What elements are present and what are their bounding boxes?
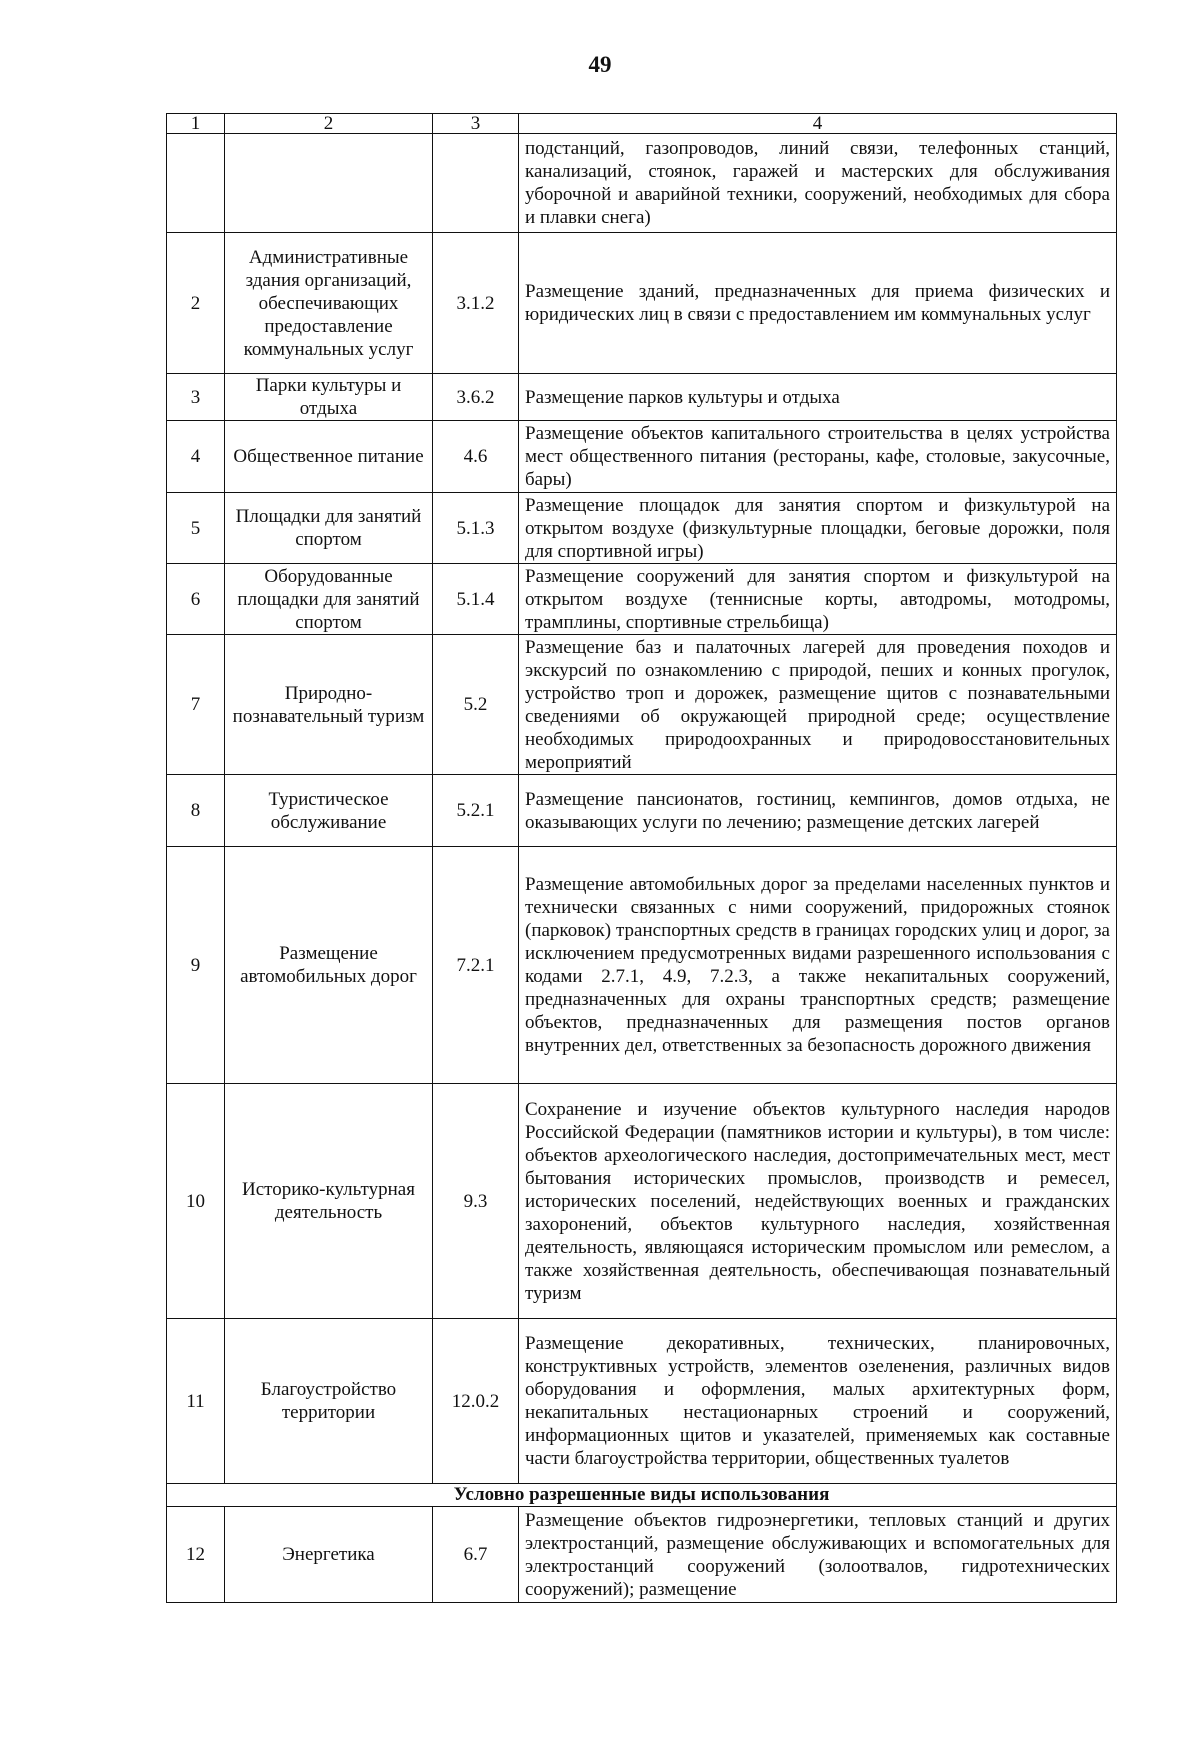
use-type-name (225, 134, 433, 233)
use-type-description: Сохранение и изучение объектов культурного наследия народов Российской Федерации (памятников истории и культуры), в том числе: объектов археологического наследия, достопримечательных мест, мест бытования исторических промыслов, производств и ремесел, исторических поселений, недействующих военных и гражданских захоронений, объектов культурного наследия, хозяйственная деятельность, являющаяся историческим промыслом или ремеслом, а также хозяйственная деятельность, обеспечивающая познавательный туризм (519, 1084, 1117, 1319)
row-number: 3 (167, 374, 225, 421)
use-type-code: 4.6 (433, 421, 519, 493)
use-type-name: Благоустройство территории (225, 1319, 433, 1484)
column-header: 4 (519, 114, 1117, 134)
table-row (167, 635, 1117, 775)
table-header-row (167, 114, 1117, 134)
use-type-name: Энергетика (225, 1507, 433, 1603)
row-number: 4 (167, 421, 225, 493)
use-type-name: Туристическое обслуживание (225, 775, 433, 847)
use-type-name: Административные здания организаций, обеспечивающих предоставление коммунальных услуг (225, 233, 433, 374)
row-number: 11 (167, 1319, 225, 1484)
row-number: 2 (167, 233, 225, 374)
use-type-name: Парки культуры и отдыха (225, 374, 433, 421)
use-type-name: Оборудованные площадки для занятий спортом (225, 564, 433, 635)
use-type-description: Размещение площадок для занятия спортом и физкультурой на открытом воздухе (физкультурные площадки, беговые дорожки, поля для спортивной игры) (519, 493, 1117, 564)
use-type-code (433, 134, 519, 233)
section-title: Условно разрешенные виды использования (167, 1484, 1117, 1507)
table-row (167, 1084, 1117, 1319)
row-number: 8 (167, 775, 225, 847)
use-type-name: Размещение автомобильных дорог (225, 847, 433, 1084)
use-type-description: Размещение автомобильных дорог за пределами населенных пунктов и технически связанных с ними сооружений, придорожных стоянок (парковок) транспортных средств в границах городских улиц и дорог, за исключением предусмотренных видами разрешенного использования с кодами 2.7.1, 4.9, 7.2.3, а также некапитальных сооружений, предназначенных для охраны транспортных средств; размещение объектов, предназначенных для размещения постов органов внутренних дел, ответственных за безопасность дорожного движения (519, 847, 1117, 1084)
use-type-description: Размещение парков культуры и отдыха (519, 374, 1117, 421)
use-type-code: 5.1.4 (433, 564, 519, 635)
use-type-description: Размещение декоративных, технических, планировочных, конструктивных устройств, элементов озеленения, различных видов оборудования и оформления, малых архитектурных форм, некапитальных нестационарных строений и сооружений, информационных щитов и указателей, применяемых как составные части благоустройства территории, общественных туалетов (519, 1319, 1117, 1484)
use-type-code: 5.2.1 (433, 775, 519, 847)
table-row (167, 775, 1117, 847)
use-type-code: 3.1.2 (433, 233, 519, 374)
use-type-name: Площадки для занятий спортом (225, 493, 433, 564)
use-type-description: Размещение объектов гидроэнергетики, тепловых станций и других электростанций, размещение обслуживающих и вспомогательных для электростанций сооружений (золоотвалов, гидротехнических сооружений); размещение (519, 1507, 1117, 1603)
column-header: 2 (225, 114, 433, 134)
table-row (167, 233, 1117, 374)
section-header-row (167, 1484, 1117, 1507)
use-type-code: 3.6.2 (433, 374, 519, 421)
use-type-code: 6.7 (433, 1507, 519, 1603)
row-number (167, 134, 225, 233)
use-type-code: 5.1.3 (433, 493, 519, 564)
column-header: 3 (433, 114, 519, 134)
use-type-description: Размещение баз и палаточных лагерей для проведения походов и экскурсий по ознакомлению с природой, пеших и конных прогулок, устройство троп и дорожек, размещение щитов с познавательными сведениями об окружающей природной среде; осуществление необходимых природоохранных и природовосстановительных мероприятий (519, 635, 1117, 775)
use-type-description: Размещение объектов капитального строительства в целях устройства мест общественного питания (рестораны, кафе, столовые, закусочные, бары) (519, 421, 1117, 493)
table-row (167, 847, 1117, 1084)
row-number: 10 (167, 1084, 225, 1319)
use-type-code: 12.0.2 (433, 1319, 519, 1484)
use-type-name: Общественное питание (225, 421, 433, 493)
table-row (167, 1507, 1117, 1603)
use-type-name: Природно-познавательный туризм (225, 635, 433, 775)
use-type-code: 5.2 (433, 635, 519, 775)
table-row (167, 564, 1117, 635)
use-type-description: Размещение пансионатов, гостиниц, кемпингов, домов отдыха, не оказывающих услуги по лечению; размещение детских лагерей (519, 775, 1117, 847)
use-type-code: 9.3 (433, 1084, 519, 1319)
table-row (167, 421, 1117, 493)
table-row (167, 1319, 1117, 1484)
page-number: 49 (588, 52, 612, 77)
table-row (167, 493, 1117, 564)
row-number: 6 (167, 564, 225, 635)
row-number: 5 (167, 493, 225, 564)
use-type-name: Историко-культурная деятельность (225, 1084, 433, 1319)
row-number: 7 (167, 635, 225, 775)
use-type-description: Размещение сооружений для занятия спортом и физкультурой на открытом воздухе (теннисные корты, автодромы, мотодромы, трамплины, спортивные стрельбища) (519, 564, 1117, 635)
use-type-code: 7.2.1 (433, 847, 519, 1084)
use-type-description: подстанций, газопроводов, линий связи, телефонных станций, канализаций, стоянок, гаражей и мастерских для обслуживания уборочной и аварийной техники, сооружений, необходимых для сбора и плавки снега) (519, 134, 1117, 233)
column-header: 1 (167, 114, 225, 134)
row-number: 12 (167, 1507, 225, 1603)
use-type-description: Размещение зданий, предназначенных для приема физических и юридических лиц в связи с предоставлением им коммунальных услуг (519, 233, 1117, 374)
land-use-table (166, 113, 1117, 1603)
table-row (167, 134, 1117, 233)
table-row (167, 374, 1117, 421)
row-number: 9 (167, 847, 225, 1084)
